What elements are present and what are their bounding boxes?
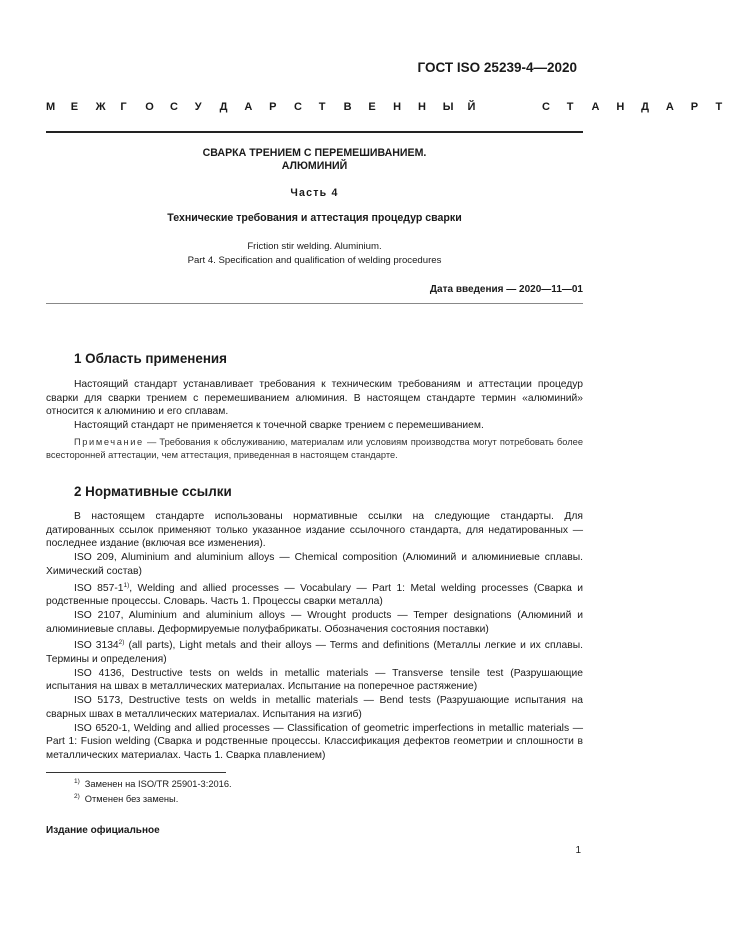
- banner-letter: Д: [219, 101, 228, 113]
- banner-letter: А: [244, 101, 253, 113]
- banner-letter: Н: [417, 101, 426, 113]
- section-1-body: [46, 378, 583, 433]
- interstate-standard-banner: [46, 101, 740, 113]
- section-1-paragraph: Настоящий стандарт не применяется к точечной сварке трением с перемешиванием.: [74, 420, 484, 432]
- reference-item: ISO 3134$^{2)}$ (all parts), Light metals and their alloys — Terms and definitions (Металлы легкие и их сплавы. Термины и определения): [46, 639, 583, 666]
- footnote: $^{2)}$ Отменен без замены.: [74, 793, 179, 804]
- note-label: Примечание: [74, 437, 144, 447]
- document-title: [46, 147, 583, 173]
- english-title-line-1: Friction stir welding. Aluminium.: [247, 241, 382, 252]
- section-1-heading: 1 Область применения: [74, 351, 227, 366]
- part-label: Часть 4: [290, 187, 339, 199]
- footnote-ref: 1): [123, 581, 130, 589]
- banner-letter: Ж: [95, 101, 106, 113]
- reference-item: ISO 209, Aluminium and aluminium alloys — Chemical composition (Алюминий и алюминиевые сплавы. Химический состав): [46, 552, 583, 577]
- footnote: $^{1)}$ Заменен на ISO/TR 25901-3:2016.: [74, 778, 232, 789]
- banner-letter: Й: [467, 101, 476, 113]
- title-line-2: АЛЮМИНИЙ: [281, 160, 348, 172]
- banner-letter: Г: [120, 101, 127, 113]
- banner-letter: Т: [715, 101, 723, 113]
- header-rule: [46, 131, 583, 133]
- section-1-paragraph: Настоящий стандарт устанавливает требования к техническим требованиям и аттестации процедур сварки для сварки трением с перемешиванием алюминия. В настоящем стандарте термин «алюминий» относится к алюминию и его сплавам.: [46, 379, 583, 418]
- banner-letter: А: [591, 101, 600, 113]
- date-rule: [46, 303, 583, 304]
- banner-letter: Т: [318, 101, 326, 113]
- reference-item: ISO 5173, Destructive tests on welds in metallic materials — Bend tests (Разрушающие испытания на сварных швах в металлических материалах. Испытания на изгиб): [46, 695, 583, 720]
- standard-code: ГОСТ ISO 25239-4—2020: [417, 60, 577, 75]
- banner-letter: С: [293, 101, 302, 113]
- page-number: 1: [575, 845, 581, 856]
- introduction-date: Дата введения — 2020—11—01: [429, 284, 583, 295]
- banner-letter: У: [194, 101, 202, 113]
- banner-letter: А: [665, 101, 674, 113]
- banner-letter: Р: [269, 101, 277, 113]
- reference-item: ISO 4136, Destructive tests on welds in metallic materials — Transverse tensile test (Разрушающие испытания на швах в металлических материалах. Испытание на поперечное растяжение): [46, 667, 583, 693]
- english-title: [46, 240, 583, 267]
- banner-letter: Е: [70, 101, 79, 113]
- banner-letter: М: [46, 101, 56, 113]
- english-title-line-2: Part 4. Specification and qualification of welding procedures: [187, 254, 442, 266]
- reference-item: ISO 6520-1, Welding and allied processes — Classification of geometric imperfections in metallic materials — Part 1: Fusion welding (Сварка и родственные процессы. Классификация дефектов геометрии и сплошности в металлических материалах. Часть 1. Сварка плавлением): [46, 722, 583, 761]
- banner-letter: Н: [616, 101, 625, 113]
- section-1-note: [46, 436, 583, 462]
- banner-letter: С: [541, 101, 550, 113]
- banner-letter: Д: [641, 101, 649, 113]
- title-line-1: СВАРКА ТРЕНИЕМ С ПЕРЕМЕШИВАНИЕМ.: [202, 147, 427, 159]
- banner-letter: В: [343, 101, 352, 113]
- section-2-heading: 2 Нормативные ссылки: [74, 484, 232, 499]
- footnote-rule: [46, 772, 226, 773]
- footnote-ref: 2): [118, 639, 125, 647]
- official-edition-label: Издание официальное: [46, 825, 160, 836]
- section-2-paragraph: В настоящем стандарте использованы нормативные ссылки на следующие стандарты. Для датированных ссылок применяют только указанное издание ссылочного стандарта, для недатированных — последнее издание (включая все изменения).: [46, 511, 583, 550]
- banner-letter: Н: [393, 101, 402, 113]
- banner-letter: О: [145, 101, 154, 113]
- banner-letter: Т: [566, 101, 574, 113]
- note-text: — Требования к обслуживанию, материалам или условиям производства могут потребовать более всесторонней аттестации, чем аттестация, приведенная в настоящем стандарте.: [46, 437, 583, 460]
- reference-item: ISO 857-1$^{1)}$, Welding and allied processes — Vocabulary — Part 1: Metal welding processes (Сварка и родственные процессы. Словарь. Часть 1. Процессы сварки металла): [46, 581, 584, 608]
- reference-item: ISO 2107, Aluminium and aluminium alloys — Wrought products — Temper designations (Алюминий и алюминиевые сплавы. Деформируемые полуфабрикаты. Обозначения состояния поставки): [46, 609, 583, 635]
- section-2-body: [46, 510, 583, 763]
- banner-letter: Е: [368, 101, 376, 113]
- document-subtitle: Технические требования и аттестация процедур сварки: [167, 212, 462, 224]
- banner-letter: С: [169, 101, 178, 113]
- banner-letter: Р: [690, 101, 699, 113]
- banner-letter: Ы: [442, 101, 454, 113]
